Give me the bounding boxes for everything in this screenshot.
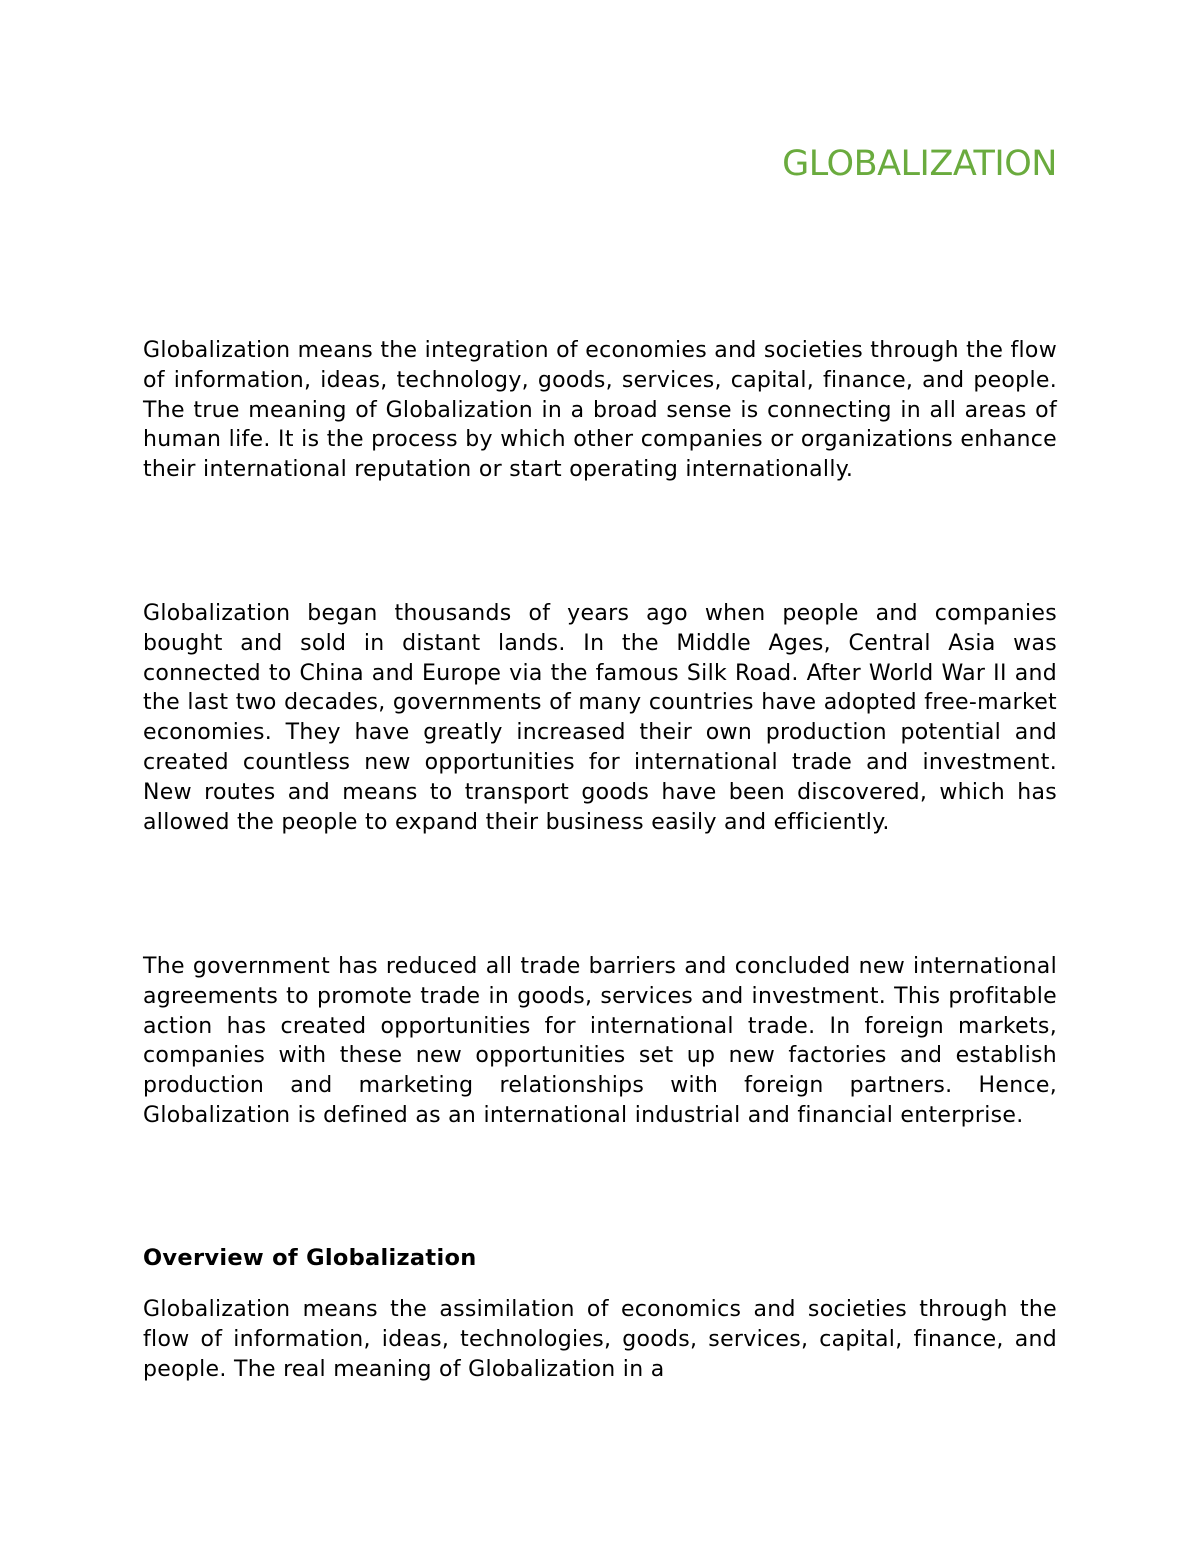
paragraph-trade-barriers: The government has reduced all trade barriers and concluded new international agreements to promote trade in goods, services and investment. This profitable action has created opportunities for international trade. In foreign markets, companies with these new opportunities set up new factories and establish production and marketing relationships with foreign partners. Hence, Globalization is defined as an international industrial and financial enterprise.	[143, 954, 1057, 1128]
paragraph-overview: Globalization means the assimilation of economics and societies through the flow of information, ideas, technologies, goods, services, capital, finance, and people. The real meaning of Globalization in a	[143, 1297, 1057, 1382]
section-heading-overview: Overview of Globalization	[143, 1245, 477, 1271]
document-title: GLOBALIZATION	[782, 144, 1057, 184]
paragraph-history: Globalization began thousands of years ago when people and companies bought and sold in distant lands. In the Middle Ages, Central Asia was connected to China and Europe via the famous Silk Road. After World War II and the last two decades, governments of many countries have adopted free-market economies. They have greatly increased their own production potential and created countless new opportunities for international trade and investment. New routes and means to transport goods have been discovered, which has allowed the people to expand their business easily and efficiently.	[143, 601, 1057, 835]
paragraph-definition: Globalization means the integration of economies and societies through the flow of information, ideas, technology, goods, services, capital, finance, and people. The true meaning of Globalization in a broad sense is connecting in all areas of human life. It is the process by which other companies or organizations enhance their international reputation or start operating internationally.	[143, 338, 1057, 483]
